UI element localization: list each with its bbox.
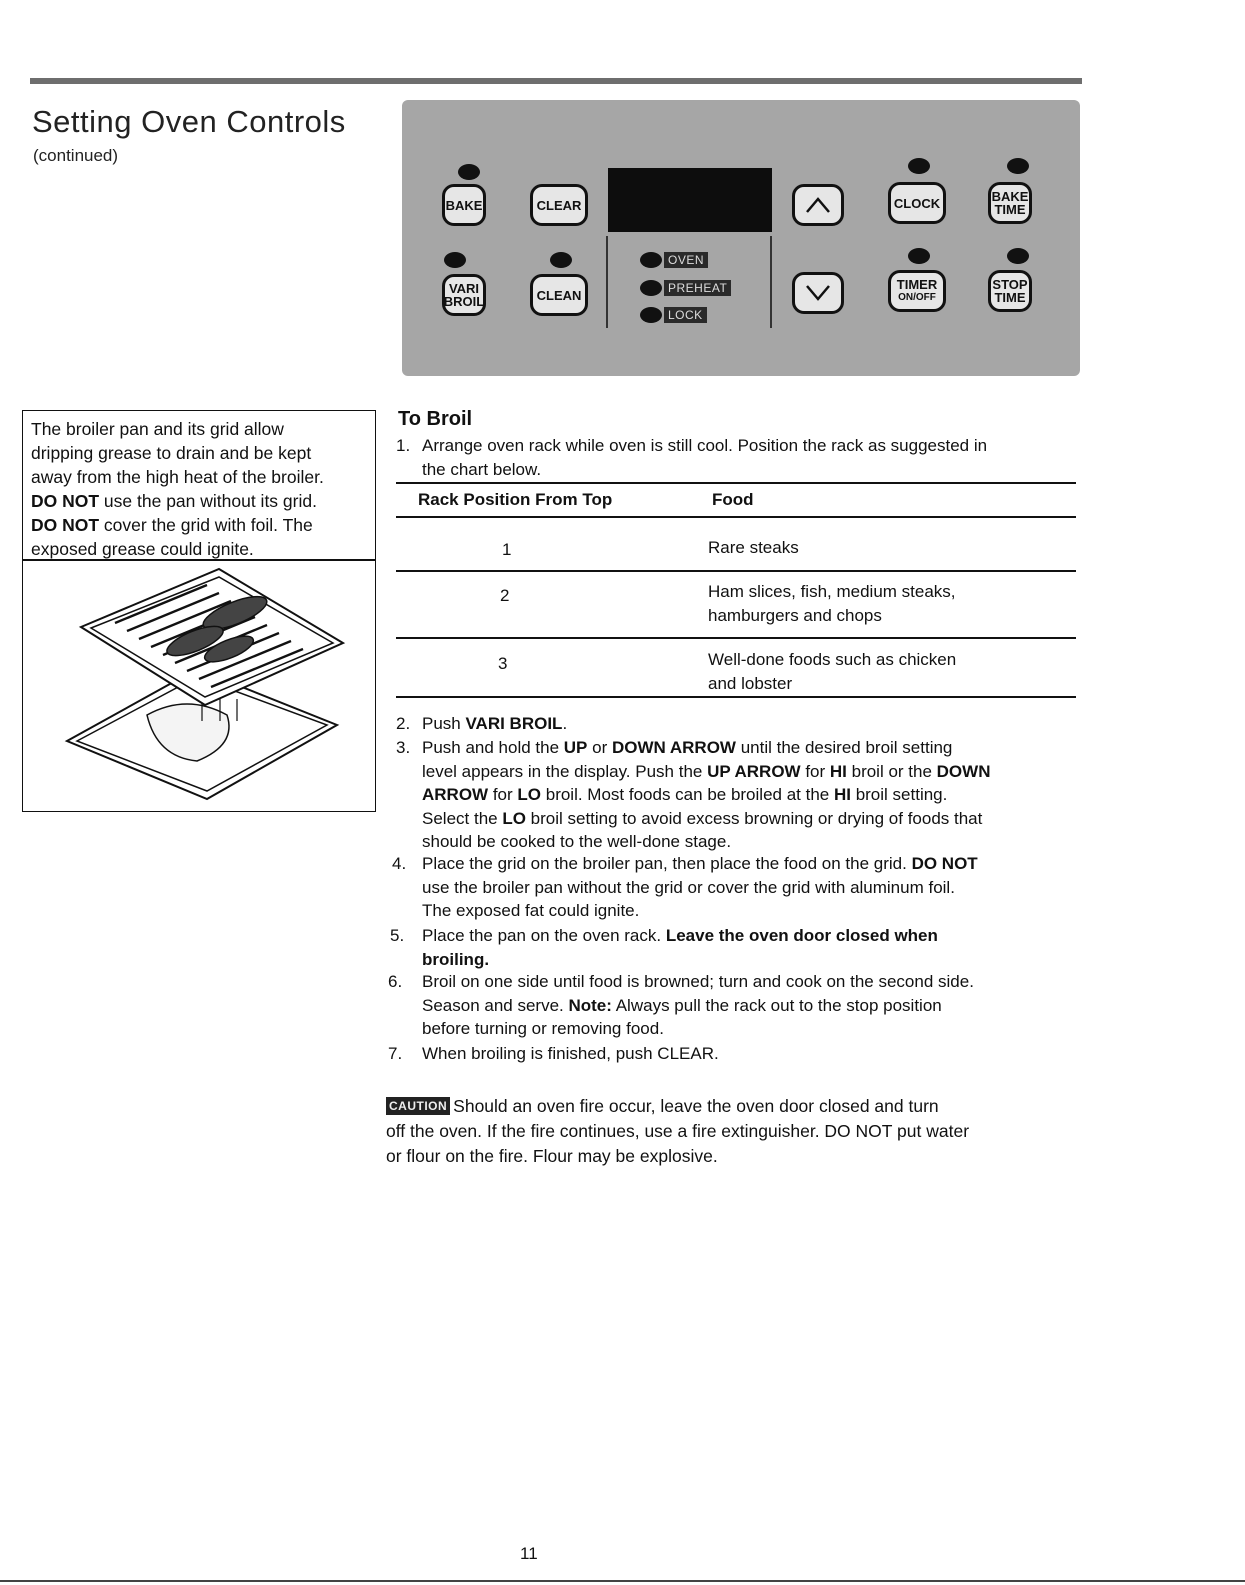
oven-indicator-dot xyxy=(640,252,662,268)
stop-time-label-2: TIME xyxy=(994,290,1026,305)
page-title: Setting Oven Controls xyxy=(32,104,346,139)
caution-line xyxy=(386,1094,1066,1119)
panel-divider-left xyxy=(606,236,608,328)
top-rule xyxy=(30,78,1082,84)
step-line: the chart below. xyxy=(422,459,542,479)
up-arrow-icon xyxy=(803,194,833,216)
table-cell-line: Well-done foods such as chicken xyxy=(708,650,957,669)
broiler-pan-illustration xyxy=(37,565,357,801)
table-rule xyxy=(396,482,1076,484)
table-rule xyxy=(396,516,1076,518)
bottom-rule xyxy=(0,1580,1245,1582)
step-number: 7. xyxy=(388,1044,403,1063)
step-line: use the broiler pan without the grid or cover the grid with aluminum foil. xyxy=(422,877,955,897)
note-line: The broiler pan and its grid allow xyxy=(31,419,284,439)
clean-indicator-dot xyxy=(550,252,572,268)
vari-broil-button[interactable] xyxy=(442,274,486,316)
step-number: 3. xyxy=(396,738,411,757)
step-line: Place the pan on the oven rack. Leave the oven door closed when xyxy=(422,926,938,945)
vari-broil-label-1: VARI xyxy=(448,281,480,296)
table-cell-line: Ham slices, fish, medium steaks, xyxy=(708,582,956,601)
step-text xyxy=(422,712,567,736)
up-arrow-button[interactable] xyxy=(792,184,844,226)
control-panel xyxy=(402,100,1080,376)
preheat-indicator-label: PREHEAT xyxy=(664,280,731,296)
step-number: 4. xyxy=(392,854,407,873)
step-line: Push and hold the UP or DOWN ARROW until the desired broil setting xyxy=(422,738,953,757)
table-cell-rack: 1 xyxy=(502,540,512,559)
to-broil-heading: To Broil xyxy=(398,408,473,430)
bake-time-button[interactable] xyxy=(988,182,1032,224)
timer-label-2: ON/OFF xyxy=(898,292,936,303)
timer-on-off-button[interactable] xyxy=(888,270,946,312)
note-line: away from the high heat of the broiler. xyxy=(31,467,324,487)
step-text xyxy=(422,434,987,481)
broiler-pan-note-text xyxy=(31,417,371,561)
caution-paragraph xyxy=(386,1094,1066,1169)
step-number: 6. xyxy=(388,972,403,991)
step-text-run: Push xyxy=(422,714,466,733)
clear-button[interactable]: CLEAR xyxy=(530,184,588,226)
broiler-pan-note-box xyxy=(22,410,376,812)
table-header-rack-position: Rack Position From Top xyxy=(418,490,613,509)
vari-broil-label-2: BROIL xyxy=(443,294,485,309)
down-arrow-button[interactable] xyxy=(792,272,844,314)
step-line: Broil on one side until food is browned; turn and cook on the second side. xyxy=(422,972,974,991)
table-header-food: Food xyxy=(712,490,754,509)
step-number: 5. xyxy=(390,926,405,945)
step-line: before turning or removing food. xyxy=(422,1019,664,1038)
step-line: Place the grid on the broiler pan, then place the food on the grid. DO NOT xyxy=(422,854,978,873)
step-line: ARROW for LO broil. Most foods can be broiled at the HI broil setting. xyxy=(422,785,948,804)
clock-button[interactable]: CLOCK xyxy=(888,182,946,224)
table-cell-food xyxy=(708,648,956,695)
note-line-text: use the pan without its grid. xyxy=(99,491,317,511)
lock-indicator-label: LOCK xyxy=(664,307,707,323)
stop-time-label-1: STOP xyxy=(992,277,1028,292)
stop-time-indicator-dot xyxy=(1007,248,1029,264)
bake-button[interactable]: BAKE xyxy=(442,184,486,226)
table-rule xyxy=(396,696,1076,698)
table-cell-food xyxy=(708,580,956,627)
step-control-name: CLEAR xyxy=(657,1044,714,1063)
table-cell-line: hamburgers and chops xyxy=(708,605,882,625)
note-line: exposed grease could ignite. xyxy=(31,539,254,559)
step-text xyxy=(422,970,974,1041)
caution-label: CAUTION xyxy=(386,1097,450,1115)
bake-indicator-dot xyxy=(458,164,480,180)
step-text-run: . xyxy=(713,1044,719,1063)
oven-display xyxy=(608,168,772,232)
step-text xyxy=(422,736,990,854)
note-line xyxy=(31,489,371,513)
timer-indicator-dot xyxy=(908,248,930,264)
oven-indicator-label: OVEN xyxy=(664,252,708,268)
step-line: Season and serve. Note: Always pull the rack out to the stop position xyxy=(422,995,942,1015)
vari-broil-indicator-dot xyxy=(444,252,466,268)
table-cell-rack: 2 xyxy=(500,586,510,605)
lock-indicator-dot xyxy=(640,307,662,323)
step-line: Arrange oven rack while oven is still cool. Position the rack as suggested in xyxy=(422,436,988,455)
table-rule xyxy=(396,570,1076,572)
timer-label-1: TIMER xyxy=(896,277,938,292)
bake-time-label-1: BAKE xyxy=(991,189,1029,204)
clean-button[interactable]: CLEAN xyxy=(530,274,588,316)
step-line: level appears in the display. Push the UP ARROW for HI broil or the DOWN xyxy=(422,761,991,781)
note-warning: DO NOT xyxy=(31,515,100,535)
step-number: 2. xyxy=(396,714,411,733)
step-control-name: VARI BROIL xyxy=(465,714,563,733)
preheat-indicator-dot xyxy=(640,280,662,296)
page-subtitle: (continued) xyxy=(33,146,119,165)
step-text xyxy=(422,924,938,971)
step-line: The exposed fat could ignite. xyxy=(422,901,640,920)
step-line: Select the LO broil setting to avoid excess browning or drying of foods that xyxy=(422,808,983,828)
table-cell-rack: 3 xyxy=(498,654,508,673)
table-cell-food: Rare steaks xyxy=(708,538,799,557)
note-line xyxy=(31,513,371,537)
step-line: should be cooked to the well-done stage. xyxy=(422,832,732,851)
stop-time-button[interactable] xyxy=(988,270,1032,312)
note-line: dripping grease to drain and be kept xyxy=(31,443,312,463)
step-text xyxy=(422,1042,719,1066)
step-number: 1. xyxy=(396,436,411,455)
note-line-text: cover the grid with foil. The xyxy=(99,515,313,535)
note-warning: DO NOT xyxy=(31,491,100,511)
step-text xyxy=(422,852,978,923)
clock-indicator-dot xyxy=(908,158,930,174)
step-text-run: . xyxy=(562,714,568,733)
step-text-run: When broiling is finished, push xyxy=(422,1044,658,1063)
down-arrow-icon xyxy=(803,282,833,304)
table-cell-line: and lobster xyxy=(708,673,793,693)
caution-line: off the oven. If the fire continues, use a fire extinguisher. DO NOT put water xyxy=(386,1121,970,1141)
page-number: 11 xyxy=(520,1544,538,1563)
panel-divider-right xyxy=(770,236,772,328)
table-rule xyxy=(396,637,1076,639)
caution-text: Should an oven fire occur, leave the oven door closed and turn xyxy=(453,1096,939,1116)
bake-time-indicator-dot xyxy=(1007,158,1029,174)
note-divider xyxy=(23,559,375,561)
caution-line: or flour on the fire. Flour may be explosive. xyxy=(386,1146,718,1166)
bake-time-label-2: TIME xyxy=(994,202,1026,217)
step-line: broiling. xyxy=(422,949,490,969)
